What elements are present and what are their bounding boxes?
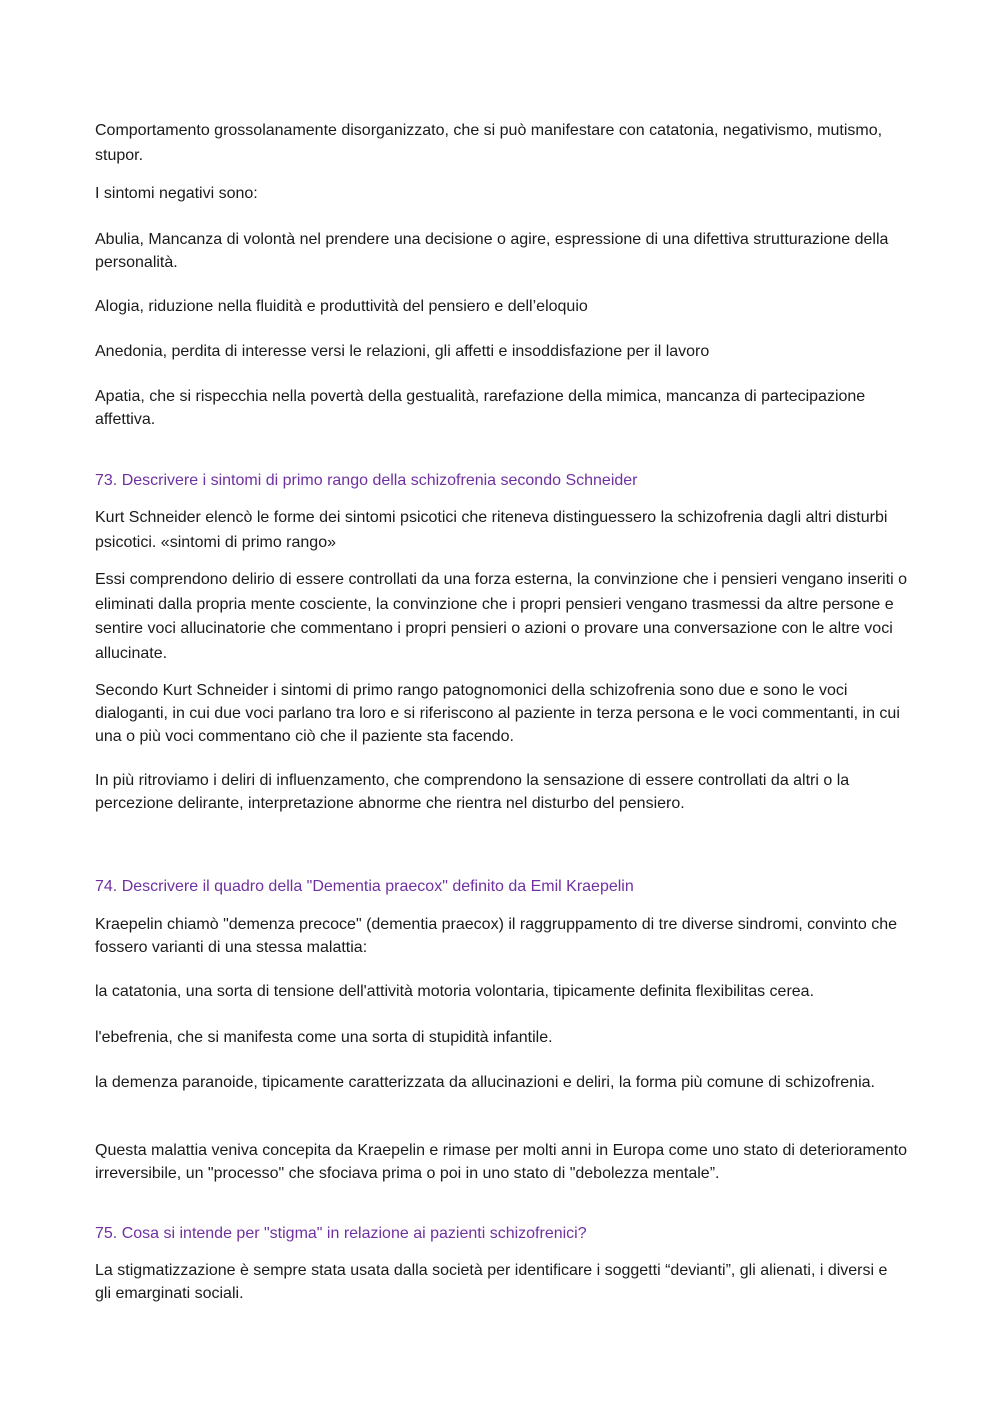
paragraph-stigma: La stigmatizzazione è sempre stata usata dalla società per identificare i soggetti “devianti”, gli alienati, i diversi e gli emarginati sociali.: [95, 1262, 888, 1302]
paragraph-ebefrenia: l'ebefrenia, che si manifesta come una sorta di stupidità infantile.: [95, 1029, 553, 1046]
heading-question-75: 75. Cosa si intende per "stigma" in relazione ai pazienti schizofrenici?: [95, 1225, 587, 1242]
paragraph-schneider-intro: Kurt Schneider elencò le forme dei sintomi psicotici che riteneva distinguessero la schizofrenia dagli altri disturbi psicotici. «sintomi di primo rango»: [95, 509, 888, 551]
heading-question-73: 73. Descrivere i sintomi di primo rango della schizofrenia secondo Schneider: [95, 472, 638, 489]
paragraph-abulia: Abulia, Mancanza di volontà nel prendere una decisione o agire, espressione di una difettiva strutturazione della personalità.: [95, 231, 889, 271]
paragraph-alogia: Alogia, riduzione nella fluidità e produttività del pensiero e dell’eloquio: [95, 298, 588, 315]
paragraph-schneider-voices: Secondo Kurt Schneider i sintomi di primo rango patognomonici della schizofrenia sono due e sono le voci dialoganti, in cui due voci parlano tra loro e si riferiscono al paziente in terza persona e le voci commentanti, in cui una o più voci commentano ciò che il paziente sta facendo.: [95, 682, 900, 745]
paragraph-apatia: Apatia, che si rispecchia nella povertà della gestualità, rarefazione della mimica, mancanza di partecipazione affettiva.: [95, 388, 866, 428]
paragraph-influence-delusions: In più ritroviamo i deliri di influenzamento, che comprendono la sensazione di essere controllati da altri o la percezione delirante, interpretazione abnorme che rientra nel disturbo del pensiero.: [95, 772, 850, 812]
paragraph-negative-symptoms-intro: I sintomi negativi sono:: [95, 185, 258, 202]
paragraph-disorganized-behavior: Comportamento grossolanamente disorganizzato, che si può manifestare con catatonia, negativismo, mutismo, stupor.: [95, 122, 883, 164]
heading-question-74: 74. Descrivere il quadro della "Dementia praecox" definito da Emil Kraepelin: [95, 878, 634, 895]
paragraph-paranoid-dementia: la demenza paranoide, tipicamente caratterizzata da allucinazioni e deliri, la forma più comune di schizofrenia.: [95, 1074, 875, 1091]
paragraph-anedonia: Anedonia, perdita di interesse versi le relazioni, gli affetti e insoddisfazione per il lavoro: [95, 343, 710, 360]
paragraph-catatonia: la catatonia, una sorta di tensione dell'attività motoria volontaria, tipicamente definita flexibilitas cerea.: [95, 983, 815, 1000]
paragraph-schneider-symptoms: Essi comprendono delirio di essere controllati da una forza esterna, la convinzione che i pensieri vengano inseriti o eliminati dalla propria mente cosciente, la convinzione che i propri pensieri vengano trasmessi da altre persone e sentire voci allucinatorie che commentano i propri pensieri o azioni o provare una conversazione con le altre voci allucinate.: [95, 571, 908, 662]
paragraph-kraepelin-conclusion: Questa malattia veniva concepita da Kraepelin e rimase per molti anni in Europa come uno stato di deterioramento irreversibile, un "processo" che sfociava prima o poi in uno stato di "debolezza mentale”.: [95, 1142, 908, 1182]
paragraph-kraepelin-intro: Kraepelin chiamò "demenza precoce" (dementia praecox) il raggruppamento di tre diverse sindromi, convinto che fossero varianti di una stessa malattia:: [95, 916, 897, 956]
